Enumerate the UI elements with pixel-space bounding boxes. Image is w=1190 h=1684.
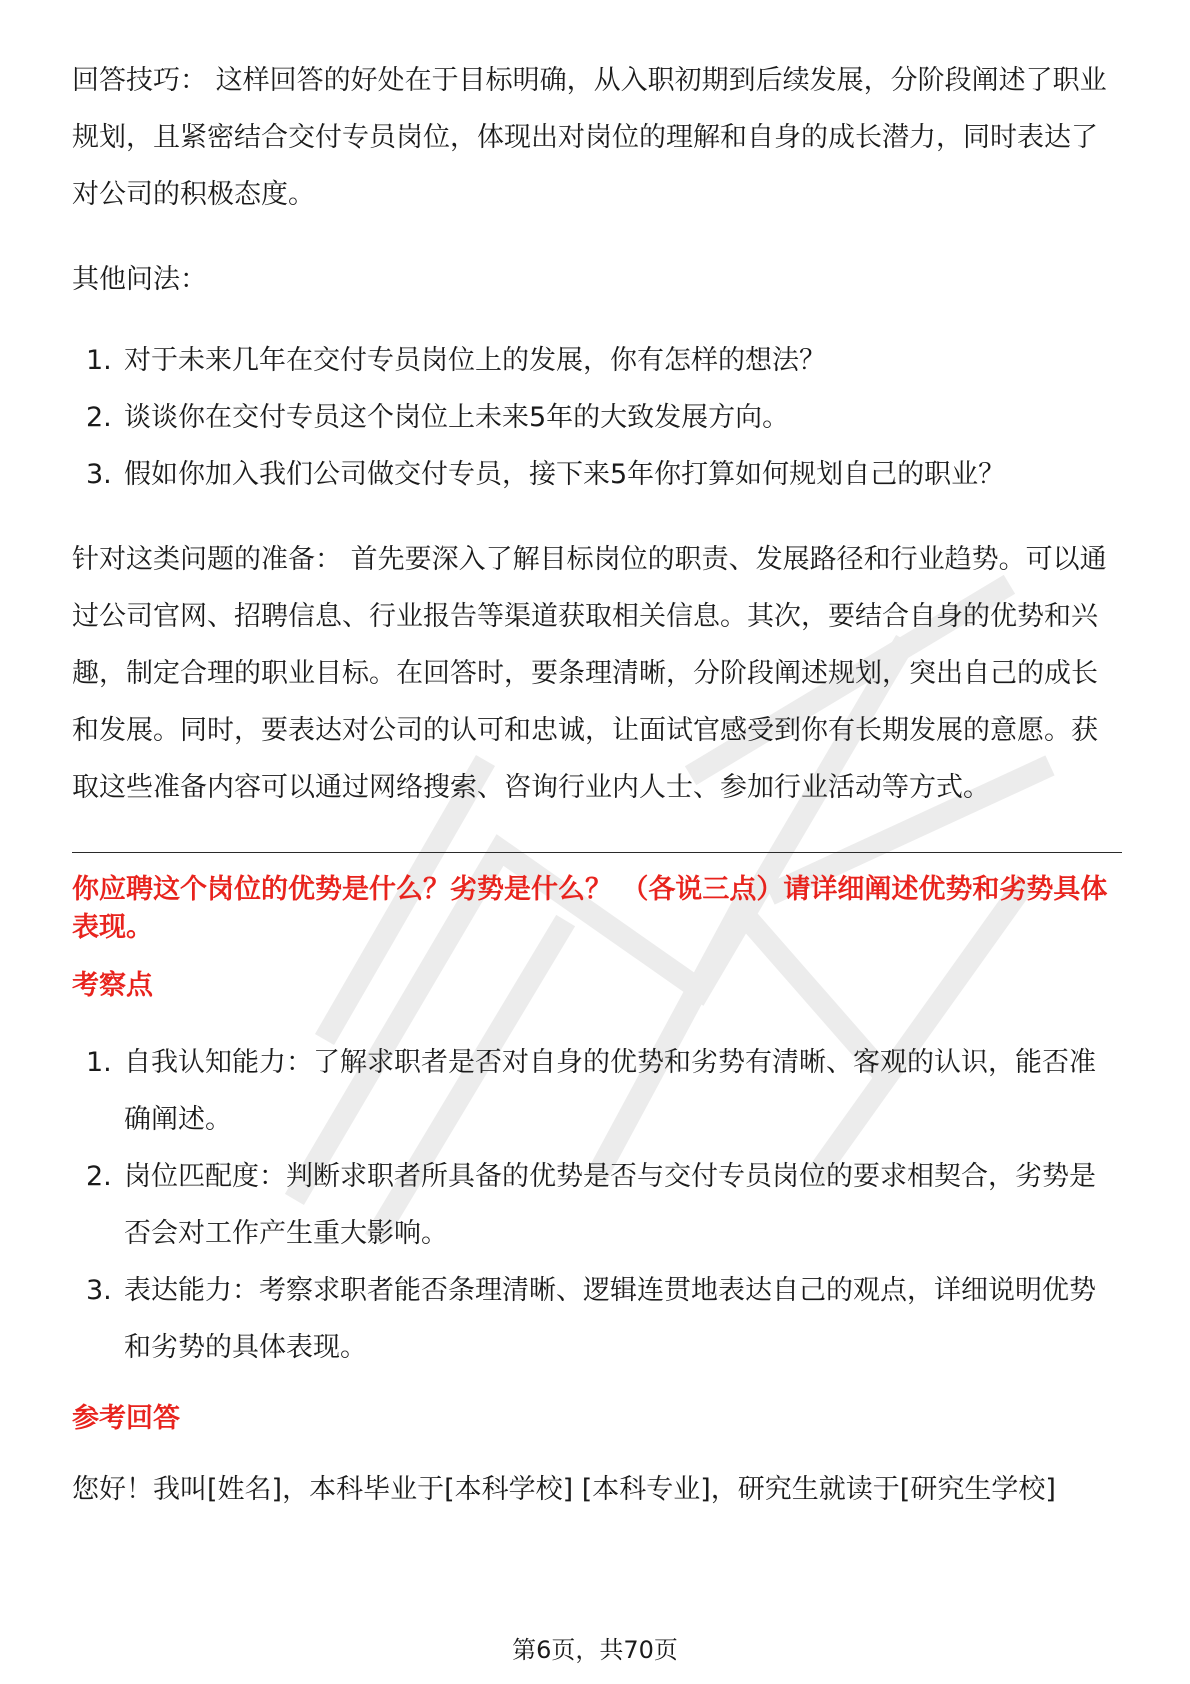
answer-tip — [72, 52, 1122, 223]
list-item — [72, 446, 1122, 503]
prep-label: 针对这类问题的准备： — [72, 544, 342, 575]
list-number: 3. — [86, 459, 112, 490]
exam-points-heading: 考察点 — [72, 970, 153, 1001]
list-number: 1. — [86, 1047, 112, 1078]
list-number: 3. — [86, 1275, 112, 1306]
list-item — [72, 1262, 1122, 1376]
list-number: 2. — [86, 402, 112, 433]
other-questions-list — [72, 332, 1122, 503]
list-item — [72, 332, 1122, 389]
page-footer: 第6页，共70页 — [512, 1636, 678, 1664]
list-text: 对于未来几年在交付专员岗位上的发展，你有怎样的想法？ — [124, 345, 826, 376]
list-number: 1. — [86, 345, 112, 376]
list-text: 谈谈你在交付专员这个岗位上未来5年的大致发展方向。 — [124, 402, 790, 433]
prep-text: 首先要深入了解目标岗位的职责、发展路径和行业趋势。可以通过公司官网、招聘信息、行业报告等渠道获取相关信息。其次，要结合自身的优势和兴趣，制定合理的职业目标。在回答时，要条理清晰，分阶段阐述规划，突出自己的成长和发展。同时，要表达对公司的认可和忠诚，让面试官感受到你有长期发展的意愿。获取这些准备内容可以通过网络搜索、咨询行业内人士、参加行业活动等方式。 — [72, 544, 1107, 803]
exam-points-list — [72, 1034, 1122, 1376]
list-text: 岗位匹配度：判断求职者所具备的优势是否与交付专员岗位的要求相契合，劣势是否会对工作产生重大影响。 — [124, 1161, 1096, 1249]
list-item — [72, 389, 1122, 446]
list-text: 假如你加入我们公司做交付专员，接下来5年你打算如何规划自己的职业？ — [124, 459, 1006, 490]
question-title: 你应聘这个岗位的优势是什么？劣势是什么？ （各说三点）请详细阐述优势和劣势具体表现。 — [72, 874, 1108, 943]
reference-answer-heading: 参考回答 — [72, 1403, 180, 1434]
list-item — [72, 1148, 1122, 1262]
list-text: 表达能力：考察求职者能否条理清晰、逻辑连贯地表达自己的观点，详细说明优势和劣势的具体表现。 — [124, 1275, 1096, 1363]
list-number: 2. — [86, 1161, 112, 1192]
tip-text: 这样回答的好处在于目标明确，从入职初期到后续发展，分阶段阐述了职业规划，且紧密结合交付专员岗位，体现出对岗位的理解和自身的成长潜力，同时表达了对公司的积极态度。 — [72, 65, 1107, 210]
main-content — [72, 52, 1122, 1518]
section-divider — [72, 852, 1122, 853]
list-item — [72, 1034, 1122, 1148]
tip-label: 回答技巧： — [72, 65, 207, 96]
reference-answer-text: 您好！我叫[姓名]，本科毕业于[本科学校] [本科专业]，研究生就读于[研究生学校] — [72, 1474, 1056, 1505]
preparation-paragraph — [72, 531, 1122, 816]
other-questions-heading: 其他问法： — [72, 264, 207, 295]
list-text: 自我认知能力：了解求职者是否对自身的优势和劣势有清晰、客观的认识，能否准确阐述。 — [124, 1047, 1096, 1135]
